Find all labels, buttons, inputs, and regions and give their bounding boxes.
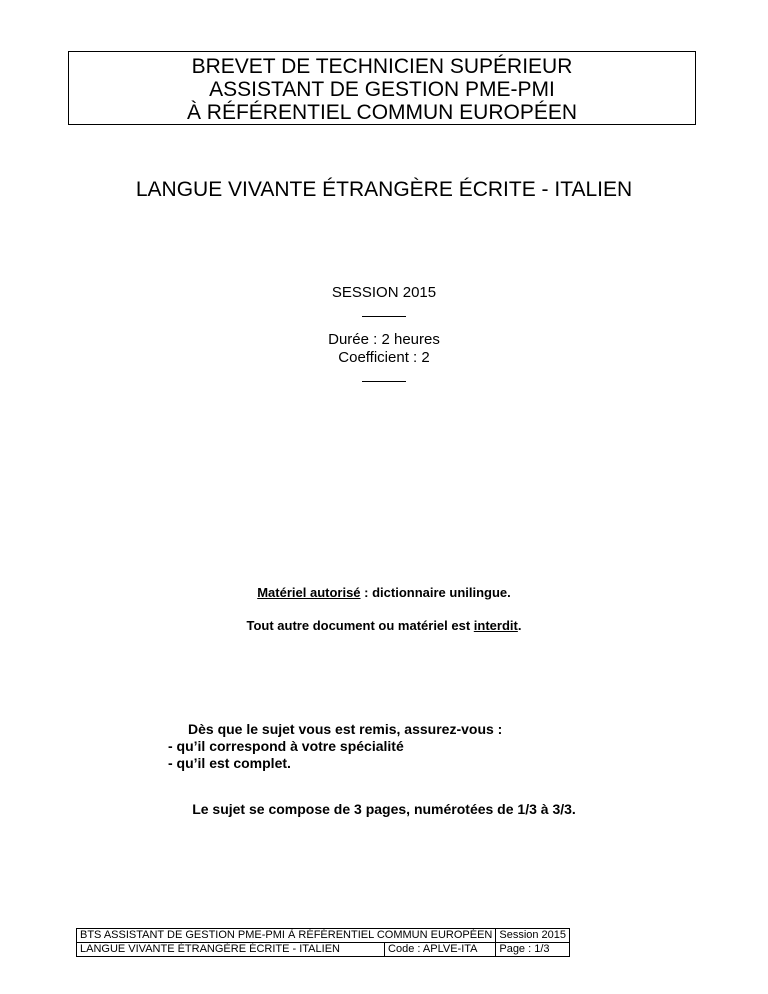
- forbidden-material-line: [0, 618, 768, 634]
- title-line-3: À RÉFÉRENTIEL COMMUN EUROPÉEN: [186, 101, 578, 124]
- allowed-material-line: [0, 585, 768, 601]
- instructions-intro: Dès que le sujet vous est remis, assurez-vous :: [188, 721, 503, 737]
- separator-line-2: [362, 381, 406, 382]
- forbidden-suffix: .: [517, 618, 522, 633]
- session-label: SESSION 2015: [331, 284, 437, 301]
- allowed-material-label: Matériel autorisé: [257, 585, 361, 600]
- coefficient-text: Coefficient : 2: [338, 349, 430, 366]
- duration-text: Durée : 2 heures: [328, 331, 440, 348]
- footer-page: Page : 1/3: [496, 943, 570, 957]
- title-line-1: BREVET DE TECHNICIEN SUPÉRIEUR: [191, 55, 573, 78]
- session-block: [0, 284, 768, 396]
- instructions-block: [168, 721, 502, 772]
- forbidden-prefix: Tout autre document ou matériel est: [246, 618, 474, 633]
- allowed-material-value: : dictionnaire unilingue.: [360, 585, 511, 600]
- footer-subject: LANGUE VIVANTE ÉTRANGÈRE ÉCRITE - ITALIEN: [77, 943, 385, 957]
- exam-title-box: [68, 51, 696, 125]
- footer-session: Session 2015: [496, 929, 570, 943]
- footer-exam-title: BTS ASSISTANT DE GESTION PME-PMI À RÉFÉRENTIEL COMMUN EUROPÉEN: [77, 929, 496, 943]
- footer-table: [76, 928, 570, 957]
- instruction-item: - qu’il est complet.: [168, 755, 291, 771]
- separator-line-1: [362, 316, 406, 317]
- instruction-item: - qu’il correspond à votre spécialité: [168, 738, 404, 754]
- pages-note: Le sujet se compose de 3 pages, numérotées de 1/3 à 3/3.: [192, 801, 576, 817]
- subject-title: LANGUE VIVANTE ÉTRANGÈRE ÉCRITE - ITALIEN: [135, 178, 633, 201]
- footer-row-1: [77, 929, 570, 943]
- footer-code: Code : APLVE-ITA: [385, 943, 496, 957]
- footer-row-2: [77, 943, 570, 957]
- title-line-2: ASSISTANT DE GESTION PME-PMI: [209, 78, 555, 101]
- forbidden-emphasis: interdit: [473, 618, 518, 633]
